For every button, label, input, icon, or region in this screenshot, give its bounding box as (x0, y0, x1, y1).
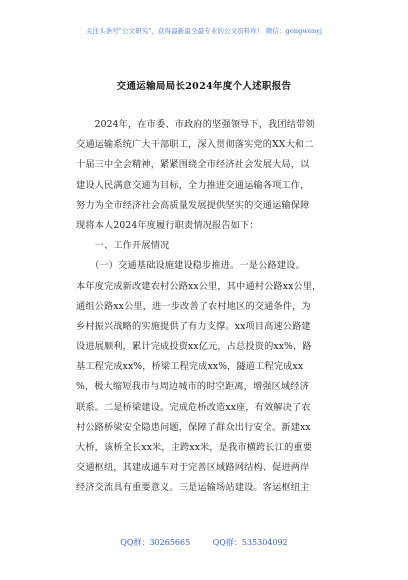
body-line: %，极大缩短我市与周边城市的时空距离，增强区域经济 (76, 381, 309, 393)
body-line: 通组公路xx公里，进一步改善了农村地区的交通条件，为 (76, 300, 311, 312)
body-line: 现将本人2024年度履行职责情况报告如下： (76, 219, 259, 231)
header-promo-note: 关注头条号"公文研究"，获得最新最全最专业的公文资料库！ 微信：gongwenyj (85, 27, 323, 35)
body-line: 交通运输系统广大干部职工，深入贯彻落实党的XX大和二 (76, 139, 314, 151)
footer-qq-group-1: QQ群：30265665 (120, 538, 191, 547)
body-line: 经济交流具有重要意义。三是运输场站建设。客运枢纽主 (76, 482, 310, 494)
section-heading: 一、工作开展情况 (76, 240, 170, 252)
body-line: 本年度完成新改建农村公路xx公里，其中通村公路xx公里， (76, 280, 322, 292)
body-line: 十届三中全会精神，紧紧围绕全市经济社会发展大局，以 (76, 159, 310, 171)
subsection-heading: （一）交通基础设施建设稳步推进。一是公路建设。 (76, 260, 305, 272)
body-line: 设进展顺利，累计完成投资xx亿元，占总投资的xx%，路 (76, 341, 312, 353)
body-line: 交通枢纽，其建成通车对于完善区域路网结构、促进两岸 (76, 462, 310, 474)
body-line: 大桥，该桥全长xx米，主跨xx米，是我市横跨长江的重要 (76, 442, 313, 453)
document-title: 交通运输局局长2024年度个人述职报告 (116, 81, 292, 92)
body-line: 建设人民满意交通为目标，全力推进交通运输各项工作， (76, 179, 310, 191)
footer-qq-group-2: QQ群：535304092 (212, 538, 288, 547)
body-line: 村公路桥梁安全隐患问题，保障了群众出行安全。新建xx (76, 421, 311, 433)
document-body (76, 115, 344, 499)
body-line: 基工程完成xx%，桥梁工程完成xx%，隧道工程完成xx (76, 361, 304, 373)
body-line: 2024年，在市委、市政府的坚强领导下，我团结带领 (76, 119, 315, 130)
body-line: 乡村振兴战略的实施提供了有力支撑。xx项目高速公路建 (76, 320, 311, 332)
body-line: 努力为全市经济社会高质量发展提供坚实的交通运输保障 (76, 199, 310, 211)
footer-contact (0, 537, 408, 548)
body-line: 联系。二是桥梁建设。完成危桥改造xx座，有效解决了农 (76, 401, 311, 413)
